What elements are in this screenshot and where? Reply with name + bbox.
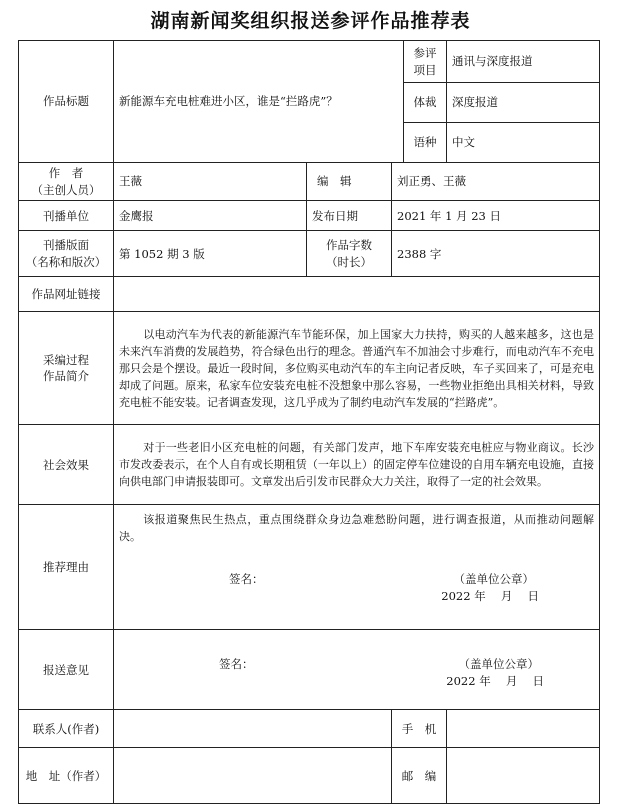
word-count-label: 作品字数 （时长）	[307, 231, 392, 277]
edition-value: 第 1052 期 3 版	[114, 231, 307, 277]
process-value: 以电动汽车为代表的新能源汽车节能环保，加上国家大力扶持，购买的人越来越多，这也是未来汽车消费的发展趋势，符合绿色出行的理念。普通汽车不加油会寸步难行，而电动汽车不充电那只会是个摆设。最近一段时间，多位购买电动汽车的车主向记者反映，车子买回来了，可是充电却成了问题。原来，私家车位安装充电桩不没想象中那么容易，一些物业拒绝出具相关材料，导致充电桩不能安装。记者调查发现，这几乎成为了制约电动汽车发展的“拦路虎”。	[114, 312, 600, 425]
address-value[interactable]	[114, 748, 392, 804]
reason-sign-label: 签名：	[229, 572, 264, 587]
opinion-cell	[114, 630, 600, 710]
editor-label: 编 辑	[307, 163, 392, 201]
work-title-value: 新能源车充电桩难进小区，谁是“拦路虎”？	[114, 41, 404, 163]
genre-value: 深度报道	[447, 83, 600, 123]
postcode-value[interactable]	[447, 748, 600, 804]
reason-value: 该报道聚焦民生热点，重点围绕群众身边急难愁盼问题，进行调查报道，从而推动问题解决。	[119, 513, 595, 544]
opinion-seal: （盖单位公章）	[458, 657, 540, 672]
page-title: 湖南新闻奖组织报送参评作品推荐表	[150, 10, 471, 32]
publish-date-value: 2021 年 1 月 23 日	[392, 201, 600, 231]
contact-value[interactable]	[114, 710, 392, 748]
reason-seal: （盖单位公章）	[453, 572, 535, 587]
reason-cell	[114, 505, 600, 630]
contact-label: 联系人(作者)	[19, 710, 114, 748]
publish-date-label: 发布日期	[307, 201, 392, 231]
process-label: 采编过程 作品简介	[19, 312, 114, 425]
entry-item-value: 通讯与深度报道	[447, 41, 600, 83]
web-link-label: 作品网址链接	[19, 277, 114, 312]
effect-value: 对于一些老旧小区充电桩的问题，有关部门发声，地下车库安装充电桩应与物业商议。长沙市发改委表示，在个人自有或长期租赁（一年以上）的固定停车位建设的自用车辆充电设施，直接向供电部门申请报装即可。文章发出后引发市民群众大力关注，取得了一定的社会效果。	[114, 425, 600, 505]
author-value: 王薇	[114, 163, 307, 201]
reason-date: 2022 年 月 日	[441, 589, 540, 604]
work-title-label: 作品标题	[19, 41, 114, 163]
word-count-value: 2388 字	[392, 231, 600, 277]
author-label: 作 者 （主创人员）	[19, 163, 114, 201]
language-label: 语种	[404, 123, 447, 163]
publisher-label: 刊播单位	[19, 201, 114, 231]
form-table	[18, 40, 600, 804]
genre-label: 体裁	[404, 83, 447, 123]
postcode-label: 邮 编	[392, 748, 447, 804]
phone-value[interactable]	[447, 710, 600, 748]
language-value: 中文	[447, 123, 600, 163]
effect-label: 社会效果	[19, 425, 114, 505]
entry-item-label: 参评 项目	[404, 41, 447, 83]
publisher-value: 金鹰报	[114, 201, 307, 231]
reason-label: 推荐理由	[19, 505, 114, 630]
opinion-sign-label: 签名：	[219, 657, 254, 672]
address-label: 地 址（作者）	[19, 748, 114, 804]
opinion-label: 报送意见	[19, 630, 114, 710]
web-link-value	[114, 277, 600, 312]
phone-label: 手 机	[392, 710, 447, 748]
editor-value: 刘正勇、王薇	[392, 163, 600, 201]
opinion-date: 2022 年 月 日	[446, 673, 545, 688]
edition-label: 刊播版面 （名称和版次）	[19, 231, 114, 277]
